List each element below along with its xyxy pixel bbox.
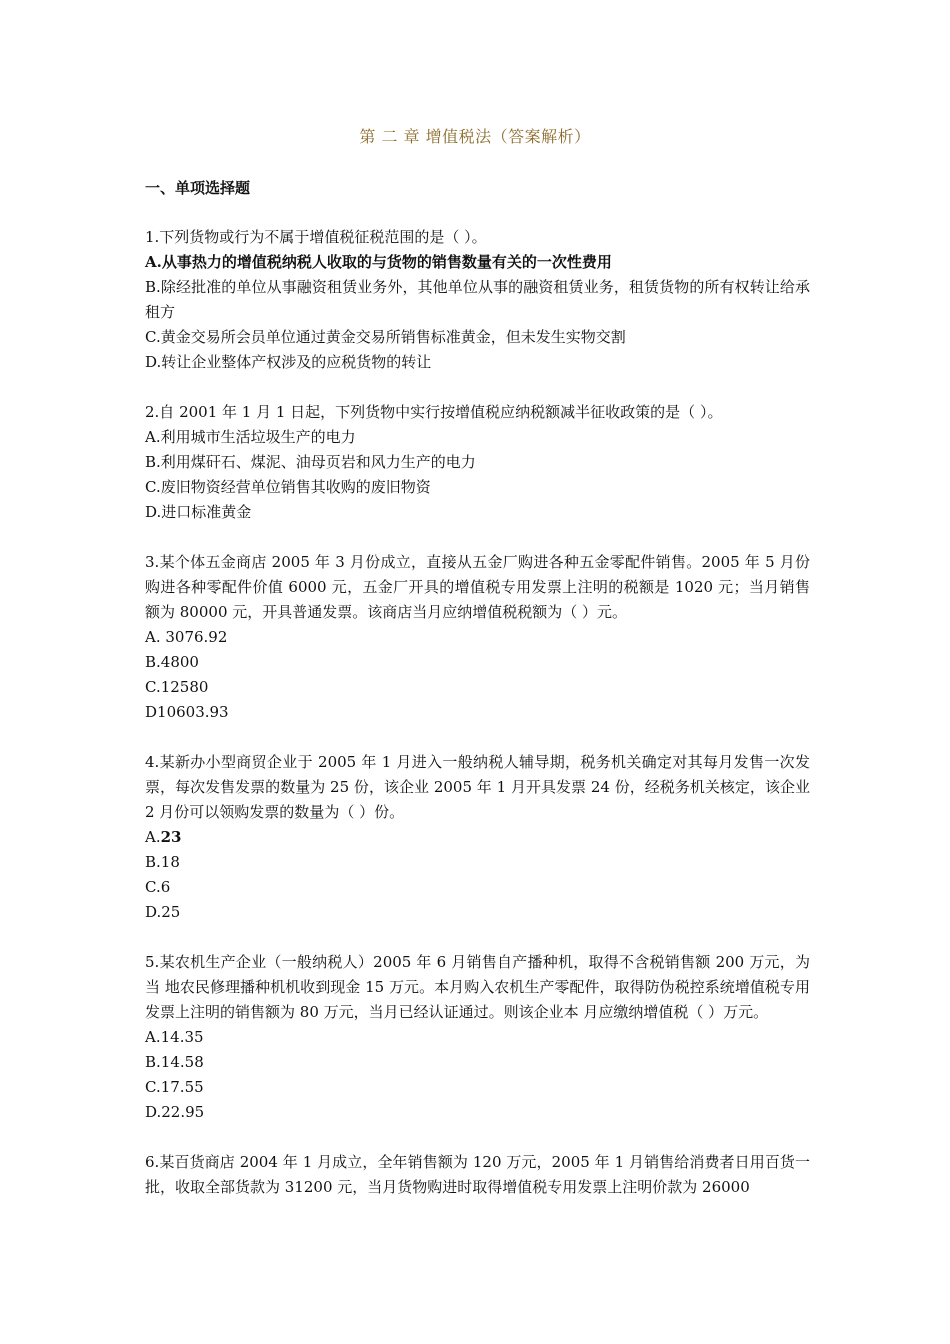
chapter-title: 第 二 章 增值税法（答案解析） — [359, 127, 591, 146]
option-b: B.14.58 — [145, 1053, 204, 1071]
question-5 — [145, 950, 810, 1125]
option-b: B.除经批准的单位从事融资租赁业务外，其他单位从事的融资租赁业务，租赁货物的所有权转让给承租方 — [145, 278, 810, 321]
question-stem: 6.某百货商店 2004 年 1 月成立，全年销售额为 120 万元，2005 年 1 月销售给消费者日用百货一 批，收取全部货款为 31200 元，当月货物购进时取得增值税专用发票上注明价款为 26000 — [145, 1153, 810, 1196]
question-list — [145, 225, 810, 1225]
option-d: D.转让企业整体产权涉及的应税货物的转让 — [145, 353, 432, 371]
option-a: A.从事热力的增值税纳税人收取的与货物的销售数量有关的一次性费用 — [145, 253, 612, 271]
option-b: B.4800 — [145, 653, 199, 671]
option-a: A.14.35 — [145, 1028, 204, 1046]
option-c: C.6 — [145, 878, 171, 896]
section-heading: 一、单项选择题 — [145, 179, 251, 197]
question-stem: 2.自 2001 年 1 月 1 日起，下列货物中实行按增值税应纳税额减半征收政策的是（ ）。 — [145, 403, 723, 421]
option-d: D.25 — [145, 903, 181, 921]
question-4 — [145, 750, 810, 925]
option-c: C.12580 — [145, 678, 209, 696]
question-stem: 4.某新办小型商贸企业于 2005 年 1 月进入一般纳税人辅导期，税务机关确定对其每月发售一次发票，每次发售发票的数量为 25 份，该企业 2005 年 1 月开具发票 24 份，经税务机关核定，该企业 2 月份可以领购发票的数量为（ ）份。 — [145, 753, 810, 821]
question-2 — [145, 400, 810, 525]
option-c: C.17.55 — [145, 1078, 204, 1096]
option-a-value: 23 — [160, 828, 182, 846]
question-stem: 5.某农机生产企业（一般纳税人）2005 年 6 月销售自产播种机，取得不含税销售额 200 万元，为当 地农民修理播种机机收到现金 15 万元。本月购入农机生产零配件，取得防伪税控系统增值税专用发票上注明的销售额为 80 万元，当月已经认证通过。则该企业本 月应缴纳增值税（ ）万元。 — [145, 953, 810, 1021]
question-3 — [145, 550, 810, 725]
question-stem: 3.某个体五金商店 2005 年 3 月份成立，直接从五金厂购进各种五金零配件销售。2005 年 5 月份购进各种零配件价值 6000 元，五金厂开具的增值税专用发票上注明的税额是 1020 元；当月销售额为 80000 元，开具普通发票。该商店当月应纳增值税税额为（ ）元。 — [145, 553, 810, 621]
option-d: D.进口标准黄金 — [145, 503, 252, 521]
option-c: C.废旧物资经营单位销售其收购的废旧物资 — [145, 478, 431, 496]
option-b: B.利用煤矸石、煤泥、油母页岩和风力生产的电力 — [145, 453, 476, 471]
option-a-letter: A. — [145, 828, 161, 846]
question-6 — [145, 1150, 810, 1200]
option-a: A. 3076.92 — [145, 628, 228, 646]
option-a: A.利用城市生活垃圾生产的电力 — [145, 428, 356, 446]
question-1 — [145, 225, 810, 375]
option-d: D.22.95 — [145, 1103, 205, 1121]
option-d: D10603.93 — [145, 703, 229, 721]
question-stem: 1.下列货物或行为不属于增值税征税范围的是（ ）。 — [145, 228, 487, 246]
option-a — [145, 825, 810, 850]
option-b: B.18 — [145, 853, 180, 871]
option-c: C.黄金交易所会员单位通过黄金交易所销售标准黄金，但未发生实物交割 — [145, 328, 626, 346]
